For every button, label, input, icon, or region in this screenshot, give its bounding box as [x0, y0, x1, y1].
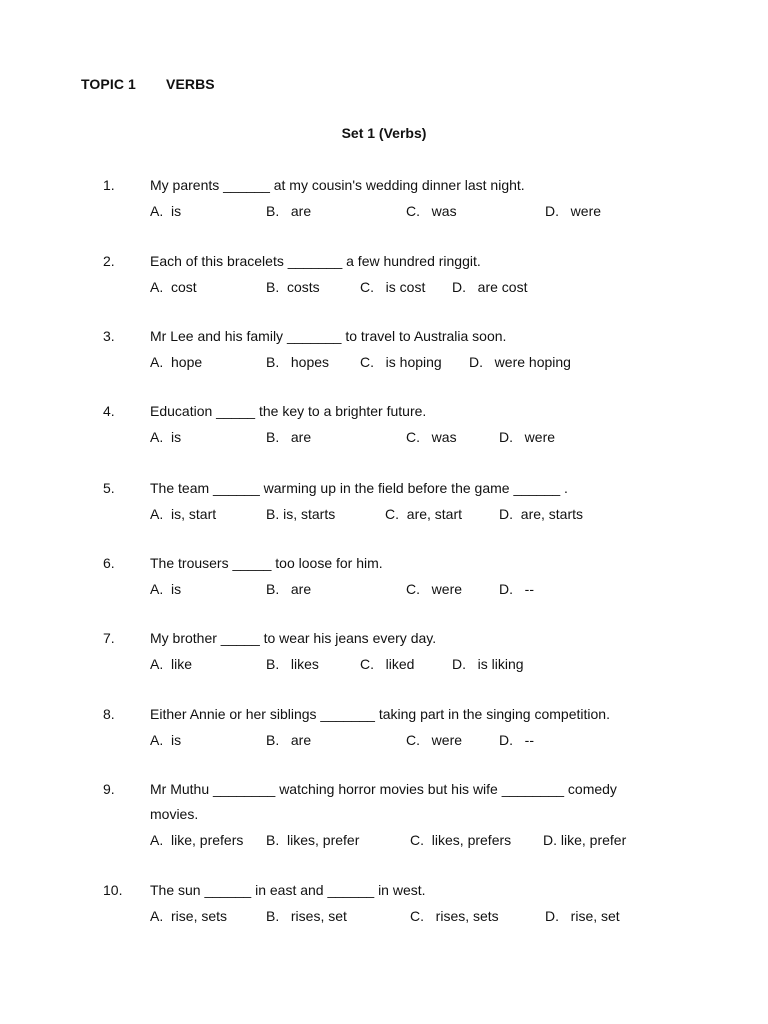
option-b: B. likes, prefer [266, 832, 360, 848]
option-c: C. is hoping [360, 354, 442, 370]
question-text: Education _____ the key to a brighter future. [150, 403, 427, 419]
question-text-line2: movies. [150, 806, 199, 822]
question-text: The sun ______ in east and ______ in west. [150, 882, 426, 898]
option-d: D. rise, set [545, 908, 620, 924]
question-text: Each of this bracelets _______ a few hundred ringgit. [150, 253, 481, 269]
question-number: 10. [103, 882, 123, 898]
question-number: 6. [103, 555, 115, 571]
option-b: B. are [266, 732, 312, 748]
option-a: A. cost [150, 279, 197, 295]
topic-label: TOPIC 1 [81, 76, 136, 92]
option-b: B. rises, set [266, 908, 347, 924]
option-b: B. are [266, 429, 312, 445]
option-b: B. hopes [266, 354, 330, 370]
option-c: C. were [406, 732, 463, 748]
question-number: 7. [103, 630, 115, 646]
option-a: A. like [150, 656, 193, 672]
option-d: D. were [499, 429, 556, 445]
option-d: D. -- [499, 732, 534, 748]
option-d: D. -- [499, 581, 534, 597]
question-number: 9. [103, 781, 115, 797]
question-text: My parents ______ at my cousin's wedding dinner last night. [150, 177, 525, 193]
option-a: A. is [150, 732, 182, 748]
question-text: The team ______ warming up in the field before the game ______ . [150, 480, 568, 496]
option-d: D. is liking [452, 656, 524, 672]
option-b: B. costs [266, 279, 320, 295]
option-d: D. are, starts [499, 506, 584, 522]
set-title: Set 1 (Verbs) [341, 125, 427, 141]
question-number: 8. [103, 706, 115, 722]
option-c: C. were [406, 581, 463, 597]
option-c: C. was [406, 429, 457, 445]
topic-heading [81, 76, 215, 92]
option-b: B. are [266, 203, 312, 219]
option-b: B. is, starts [266, 506, 336, 522]
question-number: 1. [103, 177, 115, 193]
option-a: A. is [150, 429, 182, 445]
option-c: C. liked [360, 656, 415, 672]
option-b: B. likes [266, 656, 319, 672]
question-number: 4. [103, 403, 115, 419]
question-number: 3. [103, 328, 115, 344]
option-a: A. is, start [150, 506, 217, 522]
option-c: C. are, start [385, 506, 463, 522]
option-a: A. like, prefers [150, 832, 244, 848]
option-a: A. hope [150, 354, 203, 370]
option-d: D. were [545, 203, 602, 219]
option-c: C. likes, prefers [410, 832, 512, 848]
option-a: A. rise, sets [150, 908, 228, 924]
question-text: My brother _____ to wear his jeans every day. [150, 630, 437, 646]
question-text: The trousers _____ too loose for him. [150, 555, 383, 571]
topic-name: VERBS [166, 76, 215, 92]
option-a: A. is [150, 581, 182, 597]
question-number: 5. [103, 480, 115, 496]
question-number: 2. [103, 253, 115, 269]
question-text: Mr Lee and his family _______ to travel to Australia soon. [150, 328, 507, 344]
question-text: Mr Muthu ________ watching horror movies but his wife ________ comedy [150, 781, 617, 797]
option-b: B. are [266, 581, 312, 597]
option-d: D. are cost [452, 279, 528, 295]
option-d: D. were hoping [469, 354, 571, 370]
option-c: C. is cost [360, 279, 426, 295]
option-c: C. rises, sets [410, 908, 499, 924]
option-c: C. was [406, 203, 457, 219]
option-d: D. like, prefer [543, 832, 627, 848]
question-text: Either Annie or her siblings _______ taking part in the singing competition. [150, 706, 610, 722]
option-a: A. is [150, 203, 182, 219]
